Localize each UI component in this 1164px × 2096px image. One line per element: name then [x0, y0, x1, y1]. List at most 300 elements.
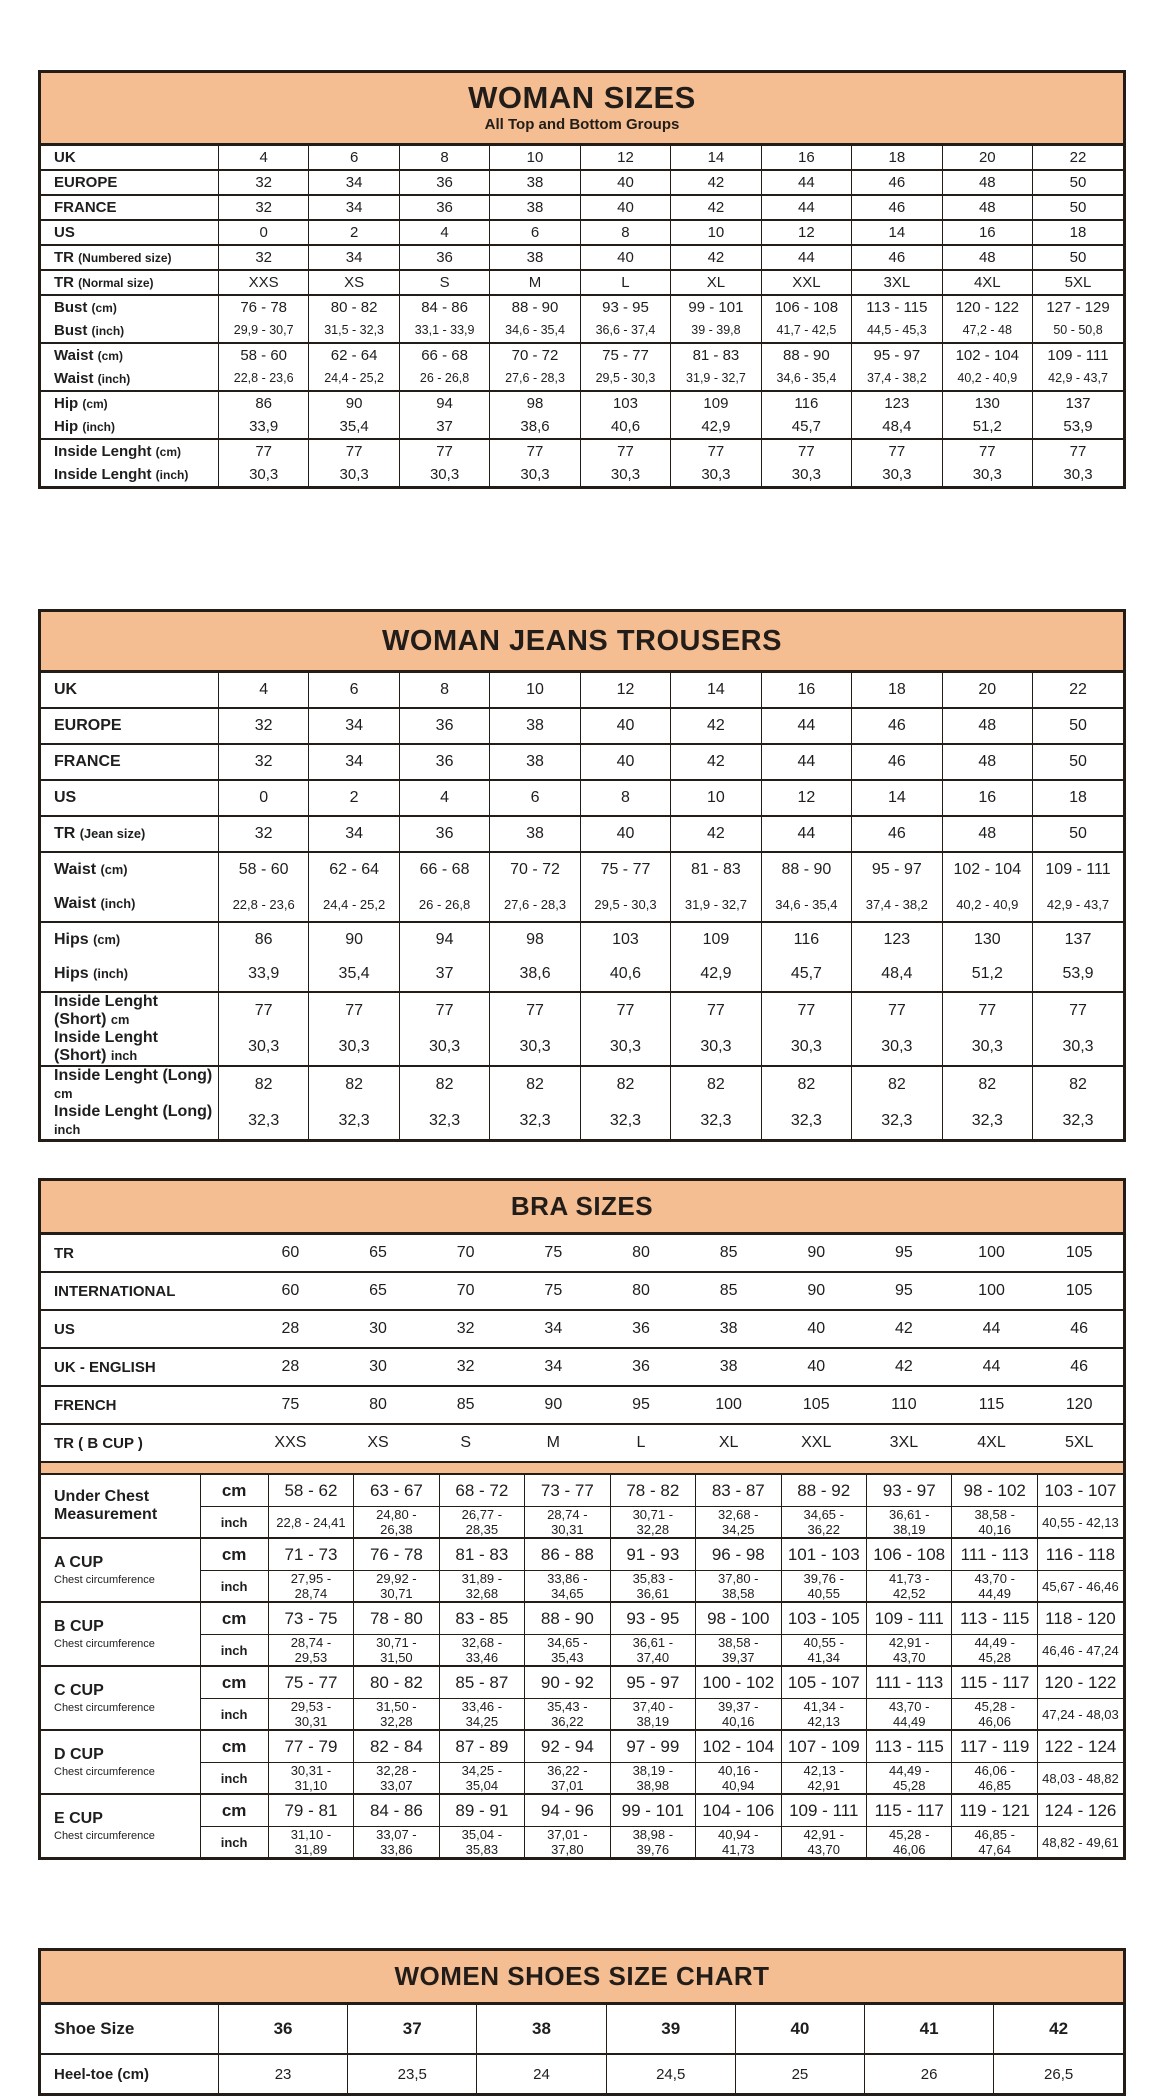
bra-cup-measurement-grid — [41, 1475, 1123, 1857]
size-value: 115 - 117 — [866, 1794, 951, 1827]
size-value: 5XL — [1035, 1424, 1123, 1461]
size-value: 85 - 87 — [439, 1666, 524, 1699]
table-row — [41, 195, 1123, 220]
size-value: 93 - 97 — [866, 1475, 951, 1507]
size-value: 36 — [218, 2005, 347, 2054]
size-value: 24 — [477, 2054, 606, 2093]
size-value: 35,04 - 35,83 — [439, 1827, 524, 1858]
size-value: 30,3 — [852, 463, 942, 486]
size-value: 29,92 - 30,71 — [354, 1571, 439, 1603]
size-value: 36 — [597, 1348, 685, 1386]
cup-label-cell — [41, 1794, 200, 1857]
size-value: 30,3 — [490, 1029, 580, 1066]
size-value: 43,70 - 44,49 — [866, 1699, 951, 1731]
size-value: 34,65 - 35,43 — [525, 1635, 610, 1667]
row-label — [41, 220, 218, 245]
size-value: 113 - 115 — [866, 1730, 951, 1763]
size-value: 32,28 - 33,07 — [354, 1763, 439, 1795]
size-value: 16 — [942, 780, 1032, 816]
size-value: 31,10 - 31,89 — [268, 1827, 353, 1858]
size-value: XS — [334, 1424, 422, 1461]
size-value: 34,6 - 35,4 — [490, 319, 580, 343]
size-value: 84 - 86 — [399, 295, 489, 319]
woman-sizes-grid — [41, 146, 1123, 486]
size-value: 46 — [852, 195, 942, 220]
size-value: 4XL — [948, 1424, 1036, 1461]
cup-row-inch — [41, 1571, 1123, 1603]
size-value: 42,9 - 43,7 — [1033, 367, 1123, 391]
size-value: 102 - 104 — [942, 343, 1032, 367]
size-value: 95 - 97 — [610, 1666, 695, 1699]
size-value: 12 — [761, 780, 851, 816]
size-value: 30,3 — [580, 1029, 670, 1066]
table-row — [41, 245, 1123, 270]
size-value: 58 - 62 — [268, 1475, 353, 1507]
size-value: 38 — [685, 1348, 773, 1386]
size-value: 70 — [456, 1244, 475, 1262]
size-value: 77 — [399, 439, 489, 463]
size-value: 14 — [852, 220, 942, 245]
table-row — [41, 887, 1123, 922]
size-value: 47,2 - 48 — [942, 319, 1032, 343]
row-label — [41, 2054, 218, 2093]
row-label-text: US — [54, 1320, 75, 1338]
size-value: 86 — [218, 391, 308, 415]
size-value: 46,85 - 47,64 — [952, 1827, 1037, 1858]
size-value: 26 - 26,8 — [399, 367, 489, 391]
size-value: 10 — [490, 146, 580, 170]
size-value: 116 — [761, 391, 851, 415]
size-value: 92 - 94 — [525, 1730, 610, 1763]
size-value: 32 — [422, 1348, 510, 1386]
cup-sublabel-text: Chest circumference — [54, 1766, 155, 1779]
size-value: 80 — [334, 1386, 422, 1424]
size-value: 31,9 - 32,7 — [671, 367, 761, 391]
unit-inch-label: inch — [200, 1507, 268, 1539]
size-value: 42 — [860, 1348, 948, 1386]
size-value: 4 — [218, 146, 308, 170]
size-value: 70 - 72 — [490, 852, 580, 887]
size-value: 89 - 91 — [439, 1794, 524, 1827]
table-row — [41, 1029, 1123, 1066]
cup-sublabel-text: Chest circumference — [54, 1638, 155, 1651]
table-row — [41, 1272, 1123, 1310]
size-value: 34 — [309, 744, 399, 780]
size-value: 40,2 - 40,9 — [942, 887, 1032, 922]
size-value: 44,49 - 45,28 — [952, 1635, 1037, 1667]
size-value: 82 — [671, 1066, 761, 1103]
size-value: 32 — [218, 816, 308, 852]
size-value: 30,71 - 32,28 — [610, 1507, 695, 1539]
size-value: 75 — [544, 1244, 563, 1262]
size-value: 117 - 119 — [952, 1730, 1037, 1763]
size-value: 58 - 60 — [218, 852, 308, 887]
row-label — [41, 343, 218, 367]
size-value: 32 — [218, 195, 308, 220]
table-row — [41, 170, 1123, 195]
size-value: 51,2 — [942, 957, 1032, 992]
size-value: 68 - 72 — [439, 1475, 524, 1507]
size-value: 98 — [490, 391, 580, 415]
size-value: 37,01 - 37,80 — [525, 1827, 610, 1858]
size-value: 30,3 — [580, 463, 670, 486]
size-value: 27,6 - 28,3 — [490, 367, 580, 391]
size-value: 30,3 — [399, 1029, 489, 1066]
size-value: 8 — [399, 673, 489, 708]
row-label-text: Hips — [54, 931, 89, 949]
row-label-note: cm — [54, 1086, 73, 1102]
row-label-text: UK — [54, 148, 76, 166]
size-value: 81 - 83 — [671, 852, 761, 887]
row-label-text: UK — [54, 681, 78, 699]
size-value: 38,58 - 40,16 — [952, 1507, 1037, 1539]
unit-cm-label: cm — [200, 1730, 268, 1763]
size-value: 120 - 122 — [942, 295, 1032, 319]
row-label-text: Inside Lenght — [54, 465, 152, 483]
size-value: 6 — [490, 220, 580, 245]
size-value: 33,46 - 34,25 — [439, 1699, 524, 1731]
size-value: 77 — [580, 439, 670, 463]
table-title: WOMAN SIZES — [468, 80, 696, 115]
size-value: 111 - 113 — [952, 1538, 1037, 1571]
size-value: 18 — [1033, 220, 1123, 245]
size-value: 32 — [218, 170, 308, 195]
cup-row-cm — [41, 1475, 1123, 1507]
size-value: 28,74 - 30,31 — [525, 1507, 610, 1539]
size-value: 46 — [852, 708, 942, 744]
size-value: 12 — [580, 146, 670, 170]
size-value: 38 — [490, 195, 580, 220]
size-value: 95 - 97 — [852, 343, 942, 367]
size-value: 103 — [580, 922, 670, 957]
size-value: 32,3 — [1033, 1103, 1123, 1139]
size-value: 48,03 - 48,82 — [1037, 1763, 1123, 1795]
size-value: 53,9 — [1033, 957, 1123, 992]
size-value: 75 - 77 — [268, 1666, 353, 1699]
size-value: 32 — [218, 245, 308, 270]
size-value: L — [597, 1424, 685, 1461]
row-label — [41, 391, 218, 415]
size-value: 81 - 83 — [439, 1538, 524, 1571]
table-row — [41, 1235, 1123, 1272]
table-row — [41, 744, 1123, 780]
size-value: 78 - 82 — [610, 1475, 695, 1507]
row-label-text: EUROPE — [54, 173, 118, 191]
row-label-text: UK - ENGLISH — [54, 1358, 156, 1376]
size-value: 80 — [597, 1272, 685, 1310]
size-value: 33,07 - 33,86 — [354, 1827, 439, 1858]
size-value: 32,3 — [671, 1103, 761, 1139]
size-value: 42,9 — [671, 415, 761, 439]
row-label — [41, 887, 218, 922]
size-value: 109 — [671, 922, 761, 957]
row-label-text: US — [54, 789, 77, 807]
cup-row-inch — [41, 1763, 1123, 1795]
size-value: 105 - 107 — [781, 1666, 866, 1699]
size-value: 71 - 73 — [268, 1538, 353, 1571]
cup-label-cell — [41, 1602, 200, 1666]
table-row — [41, 295, 1123, 319]
size-value: 22,8 - 23,6 — [218, 367, 308, 391]
unit-inch-label: inch — [200, 1635, 268, 1667]
size-value: 82 — [1033, 1066, 1123, 1103]
size-value: 137 — [1033, 391, 1123, 415]
size-value: 113 - 115 — [952, 1602, 1037, 1635]
size-value: 36,6 - 37,4 — [580, 319, 670, 343]
size-value: 70 — [422, 1272, 510, 1310]
size-value: 28 — [247, 1348, 335, 1386]
size-value: 45,28 - 46,06 — [952, 1699, 1037, 1731]
size-value: 30,3 — [218, 1029, 308, 1066]
size-value: 33,9 — [218, 957, 308, 992]
row-label-note: (inch) — [155, 467, 189, 482]
size-value: 48 — [942, 245, 1032, 270]
row-label-note: (inch) — [91, 323, 125, 338]
size-value: 30,71 - 31,50 — [354, 1635, 439, 1667]
size-value: 77 - 79 — [268, 1730, 353, 1763]
row-label — [41, 780, 218, 816]
size-value: 42 — [671, 744, 761, 780]
size-value: 109 - 111 — [1033, 343, 1123, 367]
row-label-text: Inside Lenght (Long) — [54, 1067, 213, 1085]
size-value: 32 — [218, 708, 308, 744]
size-value: 3XL — [860, 1424, 948, 1461]
table-row — [41, 852, 1123, 887]
row-label-note: (inch) — [82, 419, 116, 434]
unit-cm-label: cm — [200, 1475, 268, 1507]
size-value: 44 — [948, 1310, 1036, 1348]
cup-row-cm — [41, 1538, 1123, 1571]
row-label-note: (Numbered size) — [78, 250, 172, 265]
cup-row-cm — [41, 1730, 1123, 1763]
size-value: 30,3 — [942, 463, 1032, 486]
size-value: 18 — [1033, 780, 1123, 816]
size-value: 95 — [860, 1272, 948, 1310]
size-value: 10 — [671, 780, 761, 816]
row-label-note: inch — [110, 1048, 138, 1064]
size-value: 0 — [218, 780, 308, 816]
size-value: 77 — [942, 992, 1032, 1029]
size-value: 82 — [309, 1066, 399, 1103]
size-value: 39 — [606, 2005, 735, 2054]
size-value: 80 - 82 — [309, 295, 399, 319]
cup-row-inch — [41, 1827, 1123, 1858]
bra-sizes-title-band — [41, 1181, 1123, 1235]
row-label-text: INTERNATIONAL — [54, 1282, 176, 1300]
size-value: 50 - 50,8 — [1033, 319, 1123, 343]
table-title: BRA SIZES — [510, 1191, 654, 1222]
size-value: 24,5 — [606, 2054, 735, 2093]
size-value: 100 — [948, 1272, 1036, 1310]
size-value: 94 — [399, 922, 489, 957]
size-value: 37,4 - 38,2 — [852, 887, 942, 922]
size-value: 38 — [490, 170, 580, 195]
size-value: 26 — [865, 2054, 994, 2093]
size-value: 82 — [852, 1066, 942, 1103]
size-value: 40,16 - 40,94 — [696, 1763, 781, 1795]
size-value: 42,13 - 42,91 — [781, 1763, 866, 1795]
size-value: 29,5 - 30,3 — [580, 367, 670, 391]
bra-sizes-conversion-grid — [41, 1235, 1123, 1461]
size-value: 75 — [247, 1386, 335, 1424]
cup-label-text: E CUP — [54, 1810, 103, 1828]
size-value: 103 - 107 — [1037, 1475, 1123, 1507]
size-value: 88 - 90 — [525, 1602, 610, 1635]
size-value: 42 — [671, 708, 761, 744]
size-value: 103 - 105 — [781, 1602, 866, 1635]
table-row — [41, 1310, 1123, 1348]
size-value: 40,55 - 41,34 — [781, 1635, 866, 1667]
size-value: 16 — [761, 146, 851, 170]
size-value: 100 — [978, 1244, 1005, 1262]
size-value: 34 — [309, 195, 399, 220]
row-label-note: (cm) — [100, 862, 128, 878]
size-value: 70 - 72 — [490, 343, 580, 367]
size-value: 85 — [422, 1386, 510, 1424]
size-value: XL — [671, 270, 761, 295]
size-value: 42,91 - 43,70 — [781, 1827, 866, 1858]
row-label — [41, 992, 218, 1029]
size-value: 110 — [860, 1386, 948, 1424]
size-value: 32,3 — [399, 1103, 489, 1139]
row-label-note: (inch) — [100, 896, 136, 912]
size-value: 50 — [1033, 170, 1123, 195]
bra-sizes-table — [38, 1178, 1126, 1860]
size-value: 36 — [399, 816, 489, 852]
size-value: 90 — [510, 1386, 598, 1424]
cup-label-cell — [41, 1475, 200, 1538]
size-value: 34 — [309, 816, 399, 852]
size-value: 40 — [580, 195, 670, 220]
bra-plain-table — [41, 1235, 1123, 1461]
table-row — [41, 1348, 1123, 1386]
size-value: 50 — [1033, 816, 1123, 852]
size-value: 46 — [1035, 1310, 1123, 1348]
size-value: 8 — [580, 220, 670, 245]
row-label — [41, 2005, 218, 2054]
row-label-text: Inside Lenght (Long) — [54, 1103, 213, 1121]
size-value: 36 — [399, 708, 489, 744]
size-value: 77 — [1033, 439, 1123, 463]
size-value: 115 — [948, 1386, 1036, 1424]
row-label — [41, 1310, 247, 1348]
size-value: 98 - 100 — [696, 1602, 781, 1635]
row-label — [41, 415, 218, 439]
row-label — [41, 744, 218, 780]
size-value: 31,9 - 32,7 — [671, 887, 761, 922]
size-value: 32,3 — [852, 1103, 942, 1139]
size-value: 30,3 — [671, 1029, 761, 1066]
unit-inch-label: inch — [200, 1763, 268, 1795]
size-value: 36,22 - 37,01 — [525, 1763, 610, 1795]
size-value: 106 - 108 — [866, 1538, 951, 1571]
size-value: 44,49 - 45,28 — [866, 1763, 951, 1795]
size-value: 32,68 - 33,46 — [439, 1635, 524, 1667]
size-value: 40 — [735, 2005, 864, 2054]
size-value: 30,3 — [761, 1029, 851, 1066]
size-value: 22,8 - 24,41 — [268, 1507, 353, 1539]
size-value: 18 — [852, 673, 942, 708]
size-value: 34 — [510, 1348, 598, 1386]
size-value: 48,4 — [852, 957, 942, 992]
row-label — [41, 957, 218, 992]
bra-cup-table — [41, 1475, 1123, 1857]
size-value: 18 — [852, 146, 942, 170]
size-value: 34,25 - 35,04 — [439, 1763, 524, 1795]
row-label — [41, 170, 218, 195]
size-value: 38,6 — [490, 957, 580, 992]
size-value: 40,55 - 42,13 — [1037, 1507, 1123, 1539]
woman-sizes-table — [38, 70, 1126, 489]
unit-cm-label: cm — [200, 1538, 268, 1571]
size-value: 109 - 111 — [1033, 852, 1123, 887]
row-label-text: FRANCE — [54, 753, 121, 771]
size-value: S — [422, 1424, 510, 1461]
size-value: 40 — [580, 170, 670, 195]
size-value: 24,4 - 25,2 — [309, 367, 399, 391]
size-value: 29,53 - 30,31 — [268, 1699, 353, 1731]
table-row — [41, 673, 1123, 708]
size-value: XXL — [761, 270, 851, 295]
row-label-text: TR ( B CUP ) — [54, 1434, 143, 1452]
row-label-text: Waist — [54, 895, 97, 913]
size-value: 29,9 - 30,7 — [218, 319, 308, 343]
size-value: 37,4 - 38,2 — [852, 367, 942, 391]
size-value: 34,6 - 35,4 — [761, 367, 851, 391]
row-label — [41, 463, 218, 486]
row-label-text: FRENCH — [54, 1396, 117, 1414]
size-value: 40 — [580, 744, 670, 780]
size-value: 76 - 78 — [218, 295, 308, 319]
size-value: 32,3 — [942, 1103, 1032, 1139]
size-value: 77 — [490, 439, 580, 463]
size-value: 73 - 75 — [268, 1602, 353, 1635]
size-value: 2 — [309, 780, 399, 816]
cup-sublabel-text: Chest circumference — [54, 1702, 155, 1715]
size-value: 42 — [860, 1310, 948, 1348]
shoes-table — [41, 2005, 1123, 2093]
size-value: L — [580, 270, 670, 295]
size-value: XS — [309, 270, 399, 295]
size-value: 36 — [399, 170, 489, 195]
row-label — [41, 1386, 247, 1424]
row-label — [41, 1029, 218, 1066]
size-value: 65 — [334, 1272, 422, 1310]
size-value: 80 - 82 — [354, 1666, 439, 1699]
size-value: 8 — [399, 146, 489, 170]
row-label — [41, 146, 218, 170]
size-value: 30,3 — [309, 463, 399, 486]
size-value: 36,61 - 38,19 — [866, 1507, 951, 1539]
size-value: 32,3 — [761, 1103, 851, 1139]
size-value: 48 — [942, 816, 1032, 852]
size-value: 34,65 - 36,22 — [781, 1507, 866, 1539]
size-value: 38 — [490, 708, 580, 744]
table-row — [41, 343, 1123, 367]
row-label — [41, 816, 218, 852]
size-value: 4 — [399, 780, 489, 816]
size-value: 105 — [772, 1386, 860, 1424]
size-value: 86 - 88 — [525, 1538, 610, 1571]
size-value: 105 — [1065, 1244, 1093, 1262]
row-label — [41, 1424, 247, 1461]
size-value: 30,31 - 31,10 — [268, 1763, 353, 1795]
size-value: 30,3 — [1033, 1029, 1123, 1066]
size-value: 0 — [218, 220, 308, 245]
size-value: 33,86 - 34,65 — [525, 1571, 610, 1603]
size-value: 2 — [309, 220, 399, 245]
size-value: 36 — [597, 1310, 685, 1348]
